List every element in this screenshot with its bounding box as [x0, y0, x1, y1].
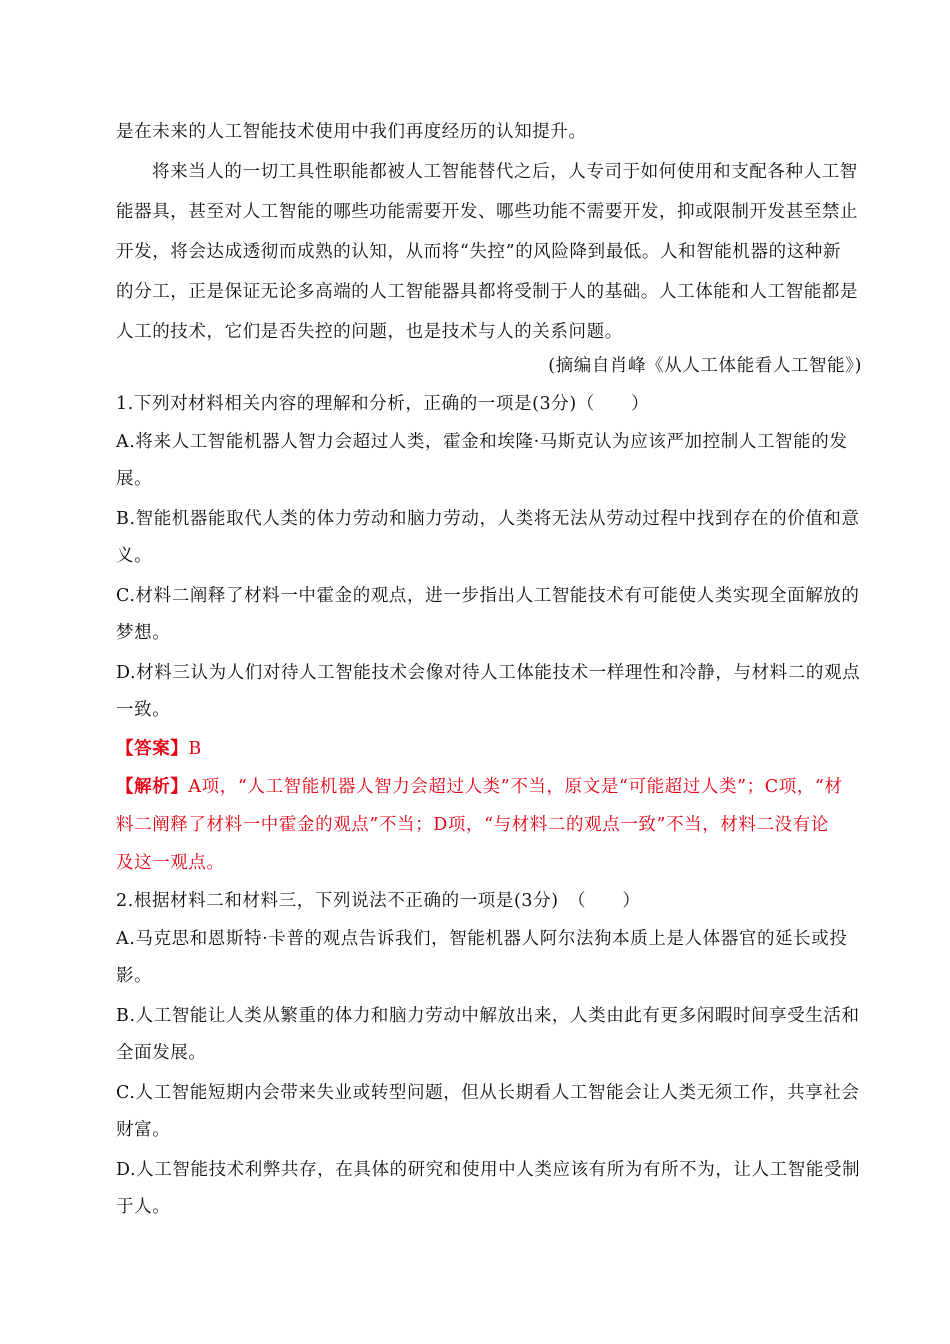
- passage-source: (摘编自肖峰《从人工体能看人工智能》): [548, 356, 862, 376]
- q2-option-c: C.人工智能短期内会带来失业或转型问题，但从长期看人工智能会让人类无须工作，共享社会: [116, 1083, 860, 1103]
- q1-analysis-line: [116, 773, 843, 798]
- answer-label: 【答案】: [116, 739, 189, 759]
- q2-option-c-cont: 财富。: [116, 1120, 171, 1140]
- answer-value: B: [188, 739, 202, 759]
- q1-option-d: D.材料三认为人们对待人工智能技术会像对待人工体能技术一样理性和冷静，与材料二的观点: [116, 663, 861, 683]
- analysis-label: 【解析】: [116, 777, 189, 797]
- q2-option-b-cont: 全面发展。: [116, 1043, 207, 1063]
- q2-option-a: A.马克思和恩斯特·卡普的观点告诉我们，智能机器人阿尔法狗本质上是人体器官的延长或投: [116, 929, 848, 949]
- passage-line: 能器具，甚至对人工智能的哪些功能需要开发、哪些功能不需要开发，抑或限制开发甚至禁止: [116, 202, 859, 222]
- question-1-stem: 1.下列对材料相关内容的理解和分析，正确的一项是(3分)（ ）: [116, 394, 650, 414]
- q1-option-b-cont: 义。: [116, 546, 153, 566]
- q1-option-d-cont: 一致。: [116, 700, 171, 720]
- q2-option-a-cont: 影。: [116, 966, 153, 986]
- q1-analysis-line: 及这一观点。: [116, 853, 225, 873]
- analysis-text: A项，“人工智能机器人智力会超过人类”不当，原文是“可能超过人类”；C项，“材: [188, 777, 843, 797]
- passage-line: 开发，将会达成透彻而成熟的认知，从而将“失控”的风险降到最低。人和智能机器的这种新: [116, 242, 841, 262]
- q1-option-a-cont: 展。: [116, 469, 153, 489]
- passage-line: 将来当人的一切工具性职能都被人工智能替代之后，人专司于如何使用和支配各种人工智: [152, 162, 858, 182]
- q2-option-d-cont: 于人。: [116, 1197, 171, 1217]
- q2-option-b: B.人工智能让人类从繁重的体力和脑力劳动中解放出来，人类由此有更多闲暇时间享受生活和: [116, 1006, 860, 1026]
- passage-line: 是在未来的人工智能技术使用中我们再度经历的认知提升。: [116, 122, 587, 142]
- q2-option-d: D.人工智能技术利弊共存，在具体的研究和使用中人类应该有所为有所不为，让人工智能受制: [116, 1160, 861, 1180]
- passage-line: 的分工，正是保证无论多高端的人工智能器具都将受制于人的基础。人工体能和人工智能都是: [116, 282, 859, 302]
- q1-option-c: C.材料二阐释了材料一中霍金的观点，进一步指出人工智能技术有可能使人类实现全面解放的: [116, 586, 860, 606]
- passage-line: 人工的技术，它们是否失控的问题，也是技术与人的关系问题。: [116, 322, 623, 342]
- q1-option-c-cont: 梦想。: [116, 623, 171, 643]
- q1-answer: [116, 735, 202, 760]
- q1-option-a: A.将来人工智能机器人智力会超过人类，霍金和埃隆·马斯克认为应该严加控制人工智能的发: [116, 432, 848, 452]
- q1-option-b: B.智能机器能取代人类的体力劳动和脑力劳动，人类将无法从劳动过程中找到存在的价值和意: [116, 509, 860, 529]
- q1-analysis-line: 料二阐释了材料一中霍金的观点”不当；D项，“与材料二的观点一致”不当，材料二没有论: [116, 815, 829, 835]
- question-2-stem: 2.根据材料二和材料三，下列说法不正确的一项是(3分) （ ）: [116, 891, 641, 911]
